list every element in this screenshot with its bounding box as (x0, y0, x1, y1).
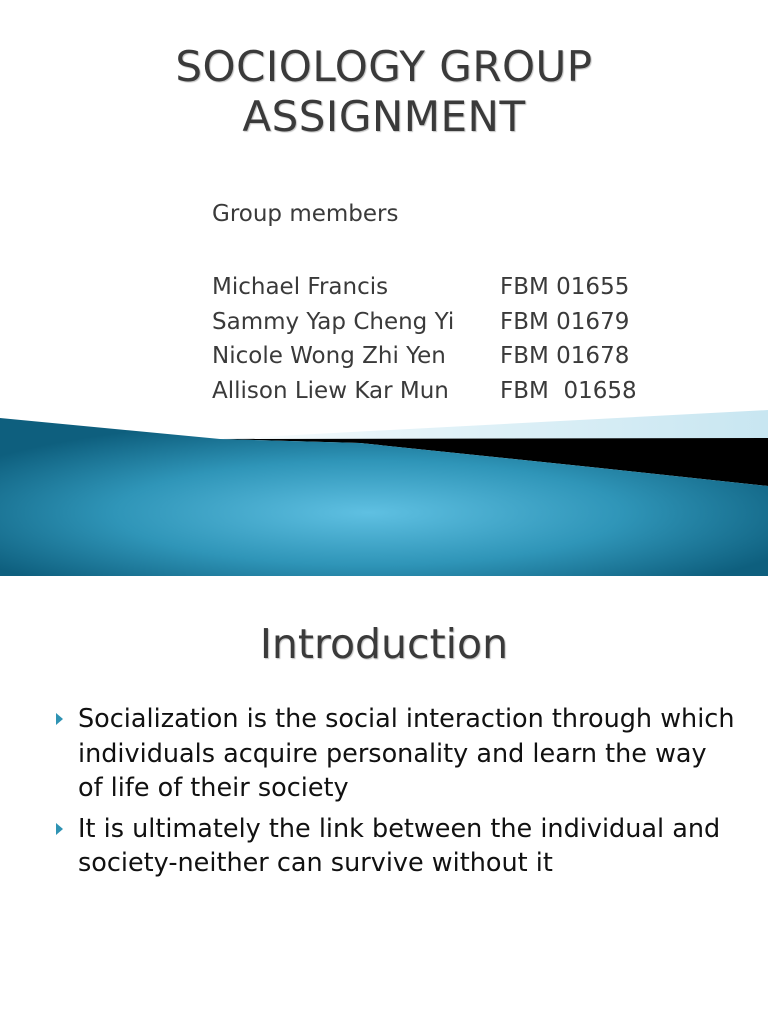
decorative-wave-band (0, 410, 768, 576)
introduction-slide (0, 576, 768, 1024)
triangle-right-icon (56, 823, 63, 835)
member-id: FBM 01655 (500, 274, 630, 300)
member-id: FBM 01678 (500, 343, 630, 369)
slide-title: Introduction (259, 620, 509, 668)
bullet-text: Socialization is the social interaction through which individuals acquire personality and learn the way of life of their society (78, 704, 735, 803)
group-members (212, 197, 637, 408)
slide-title (0, 42, 768, 142)
bullet-text: It is ultimately the link between the individual and society-neither can survive without it (78, 813, 721, 878)
member-name: Michael Francis (212, 274, 389, 300)
list-item (56, 812, 736, 881)
member-name: Allison Liew Kar Mun (212, 377, 449, 404)
member-id: FBM 01658 (500, 377, 637, 404)
triangle-right-icon (56, 713, 63, 725)
list-item (56, 702, 736, 806)
light-blue-band (220, 410, 768, 443)
bullet-list (56, 702, 736, 887)
member-row (212, 305, 637, 340)
member-name: Sammy Yap Cheng Yi (212, 308, 455, 335)
title-line-1: SOCIOLOGY GROUP (175, 42, 593, 91)
members-heading: Group members (212, 201, 399, 227)
member-name: Nicole Wong Zhi Yen (212, 343, 446, 369)
member-id: FBM 01679 (500, 308, 630, 335)
member-row (212, 270, 637, 305)
title-line-2: ASSIGNMENT (242, 92, 526, 141)
member-row (212, 374, 637, 409)
member-row (212, 339, 637, 374)
